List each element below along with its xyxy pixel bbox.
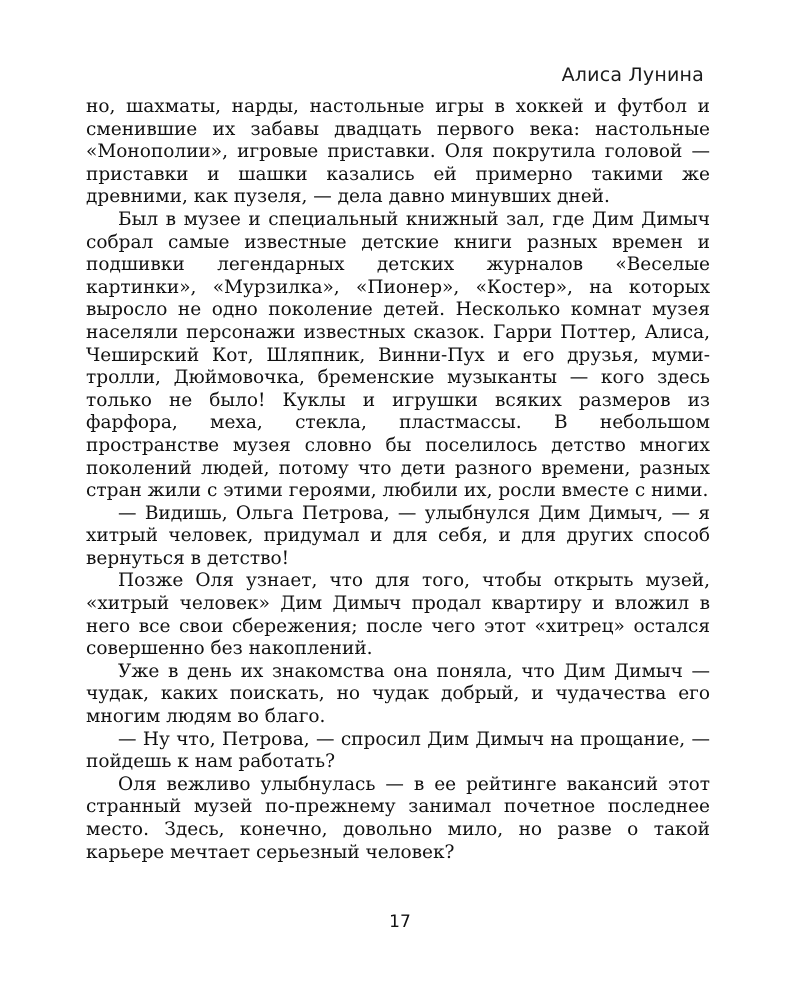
- body-text: [86, 96, 710, 864]
- paragraph: Оля вежливо улыбнулась — в ее рейтинге вакансий этот странный музей по-прежнему занимал почетное последнее место. Здесь, конечно, довольно мило, но разве о такой карьере мечтает серьезный человек?: [86, 773, 710, 863]
- paragraph: Позже Оля узнает, что для того, чтобы открыть музей, «хитрый человек» Дим Димыч продал квартиру и вложил в него все свои сбережения; после чего этот «хитрец» остался совершенно без накоплений.: [86, 570, 710, 660]
- page-number: 17: [389, 912, 411, 932]
- running-head-author: Алиса Лунина: [561, 64, 704, 86]
- paragraph: Был в музее и специальный книжный зал, где Дим Димыч собрал самые известные детские книги разных времен и подшивки легендарных детских журналов «Веселые картинки», «Мурзилка», «Пионер», «Костер», на которых выросло не одно поколение детей. Несколько комнат музея населяли персонажи известных сказок. Гарри Поттер, Алиса, Чеширский Кот, Шляпник, Винни-Пух и его друзья, муми-тролли, Дюймовочка, бременские музыканты — кого здесь только не было! Куклы и игрушки всяких размеров из фарфора, меха, стекла, пластмассы. В небольшом пространстве музея словно бы поселилось детство многих поколений людей, потому что дети разного времени, разных стран жили с этими героями, любили их, росли вместе с ними.: [86, 208, 710, 502]
- paragraph: Уже в день их знакомства она поняла, что Дим Димыч — чудак, каких поискать, но чудак добрый, и чудачества его многим людям во благо.: [86, 660, 710, 728]
- paragraph-dialogue: — Ну что, Петрова, — спросил Дим Димыч на прощание, — пойдешь к нам работать?: [86, 728, 710, 773]
- paragraph-continued: но, шахматы, нарды, настольные игры в хоккей и футбол и сменившие их забавы двадцать первого века: настольные «Монополии», игровые приставки. Оля покрутила головой — приставки и шашки казались ей примерно такими же древними, как пузеля, — дела давно минувших дней.: [86, 96, 710, 208]
- paragraph-dialogue: — Видишь, Ольга Петрова, — улыбнулся Дим Димыч, — я хитрый человек, придумал и для себя, и для других способ вернуться в детство!: [86, 502, 710, 569]
